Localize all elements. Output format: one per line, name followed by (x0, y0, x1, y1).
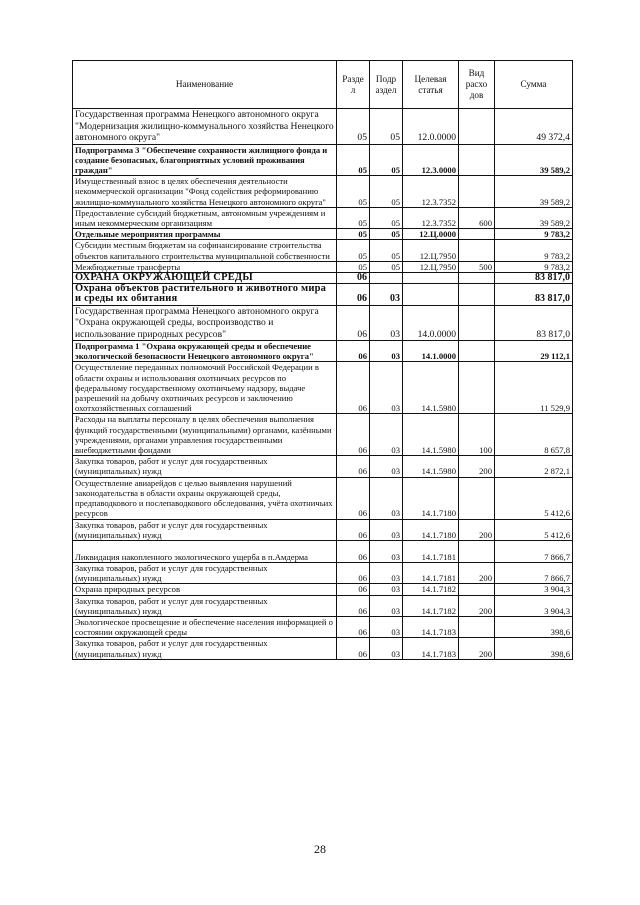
row-target: 14.1.0000 (403, 341, 459, 362)
row-name: Ликвидация накопленного экологического ущерба в п.Амдерма (73, 540, 337, 562)
row-target: 14.1.5980 (403, 456, 459, 477)
table-row (73, 240, 573, 261)
row-razdel: 06 (337, 414, 370, 456)
row-target: 14.1.7181 (403, 540, 459, 562)
table-row (73, 362, 573, 414)
row-name: Подпрограмма 1 "Охрана окружающей среды и обеспечение экологической безопасности Ненецкого автономного округа" (73, 341, 337, 362)
row-name: Осуществление авиарейдов с целью выявления нарушений законодательства в области охраны окружающей среды, предпаводкового и послепаводкового обследования, учёта охотничьих ресурсов (73, 477, 337, 519)
table-row (73, 305, 573, 341)
row-razdel: 06 (337, 562, 370, 583)
table-row (73, 456, 573, 477)
row-podrazdel: 03 (370, 414, 403, 456)
header-razdel: Разде л (337, 61, 370, 109)
row-target: 14.1.7181 (403, 562, 459, 583)
table-row (73, 414, 573, 456)
row-podrazdel: 03 (370, 477, 403, 519)
row-razdel: 06 (337, 477, 370, 519)
row-sum: 9 783,2 (495, 261, 573, 272)
header-target: Целевая статья (403, 61, 459, 109)
row-razdel: 06 (337, 456, 370, 477)
row-target: 12.3.0000 (403, 144, 459, 176)
row-sum: 83 817,0 (495, 284, 573, 305)
row-name: Охрана объектов растительного и животного мира и среды их обитания (73, 284, 337, 305)
row-sum: 9 783,2 (495, 229, 573, 240)
row-vid (459, 144, 495, 176)
row-razdel: 06 (337, 519, 370, 540)
row-podrazdel: 03 (370, 595, 403, 616)
row-podrazdel: 03 (370, 341, 403, 362)
row-sum: 3 904,3 (495, 595, 573, 616)
row-sum: 5 412,6 (495, 519, 573, 540)
row-target: 14.1.7182 (403, 595, 459, 616)
row-target: 14.1.7183 (403, 616, 459, 637)
row-target: 12.Ц.7950 (403, 240, 459, 261)
row-vid (459, 229, 495, 240)
table-row (73, 519, 573, 540)
row-sum: 39 589,2 (495, 207, 573, 228)
row-sum: 9 783,2 (495, 240, 573, 261)
row-podrazdel: 05 (370, 229, 403, 240)
row-name: Государственная программа Ненецкого автономного округа "Охрана окружающей среды, воспроизводство и использование природных ресурсов" (73, 305, 337, 341)
row-podrazdel: 05 (370, 261, 403, 272)
row-podrazdel: 05 (370, 240, 403, 261)
table-row (73, 638, 573, 659)
row-sum: 29 112,1 (495, 341, 573, 362)
row-sum: 11 529,9 (495, 362, 573, 414)
row-razdel: 05 (337, 176, 370, 208)
row-razdel: 05 (337, 109, 370, 145)
row-vid: 600 (459, 207, 495, 228)
row-podrazdel: 05 (370, 144, 403, 176)
row-name: Отдельные мероприятия программы (73, 229, 337, 240)
row-podrazdel: 05 (370, 109, 403, 145)
row-vid: 500 (459, 261, 495, 272)
table-header-row (73, 61, 573, 109)
row-podrazdel: 03 (370, 638, 403, 659)
row-podrazdel (370, 272, 403, 283)
header-sum: Сумма (495, 61, 573, 109)
row-target: 14.1.5980 (403, 414, 459, 456)
row-sum: 398,6 (495, 616, 573, 637)
row-vid (459, 284, 495, 305)
row-sum: 83 817,0 (495, 305, 573, 341)
row-name: Экологическое просвещение и обеспечение населения информацией о состоянии окружающей среды (73, 616, 337, 637)
row-razdel: 06 (337, 362, 370, 414)
row-podrazdel: 03 (370, 616, 403, 637)
row-vid (459, 540, 495, 562)
table-row (73, 144, 573, 176)
row-sum: 8 657,8 (495, 414, 573, 456)
row-target: 14.1.5980 (403, 362, 459, 414)
row-sum: 398,6 (495, 638, 573, 659)
row-podrazdel: 03 (370, 362, 403, 414)
row-vid (459, 616, 495, 637)
table-row (73, 272, 573, 283)
table-row (73, 229, 573, 240)
row-name: Охрана природных ресурсов (73, 584, 337, 595)
row-podrazdel: 03 (370, 456, 403, 477)
row-sum: 3 904,3 (495, 584, 573, 595)
row-razdel: 06 (337, 638, 370, 659)
row-target: 12.Ц.7950 (403, 261, 459, 272)
row-name: Предоставление субсидий бюджетным, автономным учреждениям и иным некоммерческим организациям (73, 207, 337, 228)
row-name: Закупка товаров, работ и услуг для государственных (муниципальных) нужд (73, 562, 337, 583)
row-razdel: 06 (337, 341, 370, 362)
row-name: Субсидии местным бюджетам на софинансирование строительства объектов капитального строительства муниципальной собственности (73, 240, 337, 261)
row-vid: 200 (459, 638, 495, 659)
row-target: 12.3.7352 (403, 176, 459, 208)
row-podrazdel: 03 (370, 562, 403, 583)
row-target: 14.1.7183 (403, 638, 459, 659)
row-podrazdel: 03 (370, 305, 403, 341)
table-row (73, 284, 573, 305)
row-razdel: 05 (337, 240, 370, 261)
table-row (73, 477, 573, 519)
row-podrazdel: 03 (370, 284, 403, 305)
row-razdel: 06 (337, 272, 370, 283)
row-razdel: 05 (337, 144, 370, 176)
header-podrazdel: Подр аздел (370, 61, 403, 109)
row-name: Закупка товаров, работ и услуг для государственных (муниципальных) нужд (73, 519, 337, 540)
row-podrazdel: 03 (370, 519, 403, 540)
row-podrazdel: 03 (370, 540, 403, 562)
row-sum: 83 817,0 (495, 272, 573, 283)
row-target (403, 272, 459, 283)
row-target: 14.0.0000 (403, 305, 459, 341)
budget-table (72, 60, 573, 660)
budget-table-sheet (72, 60, 572, 660)
row-name: Закупка товаров, работ и услуг для государственных (муниципальных) нужд (73, 638, 337, 659)
row-sum: 7 866,7 (495, 562, 573, 583)
row-vid (459, 341, 495, 362)
row-target: 12.3.7352 (403, 207, 459, 228)
row-vid: 200 (459, 519, 495, 540)
row-name: Государственная программа Ненецкого автономного округа "Модернизация жилищно-коммунального хозяйства Ненецкого автономного округа" (73, 109, 337, 145)
row-name: Подпрограмма 3 "Обеспечение сохранности жилищного фонда и создание безопасных, благоприятных условий проживания граждан" (73, 144, 337, 176)
row-razdel: 06 (337, 616, 370, 637)
table-row (73, 584, 573, 595)
row-vid (459, 109, 495, 145)
row-razdel: 05 (337, 207, 370, 228)
row-target (403, 284, 459, 305)
row-sum: 49 372,4 (495, 109, 573, 145)
row-razdel: 05 (337, 229, 370, 240)
row-razdel: 06 (337, 584, 370, 595)
row-name: Закупка товаров, работ и услуг для государственных (муниципальных) нужд (73, 456, 337, 477)
row-vid: 100 (459, 414, 495, 456)
row-razdel: 06 (337, 284, 370, 305)
table-row (73, 616, 573, 637)
table-body (73, 109, 573, 660)
row-target: 12.0.0000 (403, 109, 459, 145)
table-row (73, 341, 573, 362)
row-vid (459, 176, 495, 208)
table-row (73, 109, 573, 145)
row-target: 14.1.7180 (403, 519, 459, 540)
row-sum: 39 589,2 (495, 176, 573, 208)
table-row (73, 261, 573, 272)
row-sum: 2 872,1 (495, 456, 573, 477)
row-name: Расходы на выплаты персоналу в целях обеспечения выполнения функций государственными (муниципальными) органами, казёнными учреждениями, органами управления государственными внебюджетными фондами (73, 414, 337, 456)
row-name: ОХРАНА ОКРУЖАЮЩЕЙ СРЕДЫ (73, 272, 337, 283)
row-target: 12.Ц.0000 (403, 229, 459, 240)
row-vid (459, 240, 495, 261)
row-vid (459, 584, 495, 595)
row-razdel: 06 (337, 305, 370, 341)
row-vid (459, 362, 495, 414)
row-podrazdel: 03 (370, 584, 403, 595)
row-vid: 200 (459, 562, 495, 583)
row-vid (459, 477, 495, 519)
table-row (73, 540, 573, 562)
table-row (73, 595, 573, 616)
row-razdel: 05 (337, 261, 370, 272)
row-sum: 7 866,7 (495, 540, 573, 562)
table-row (73, 207, 573, 228)
row-sum: 5 412,6 (495, 477, 573, 519)
row-name: Межбюджетные трансферты (73, 261, 337, 272)
row-name: Имущественный взнос в целях обеспечения деятельности некоммерческой организации "Фонд содействия реформированию жилищно-коммунального хозяйства Ненецкого автономного округа" (73, 176, 337, 208)
row-name: Осуществление переданных полномочий Российской Федерации в области охраны и использования охотничьих ресурсов по федеральному государственному охотничьему надзору, выдаче разрешений на добычу охотничьих ресурсов и заключению охотхозяйственных соглашений (73, 362, 337, 414)
row-podrazdel: 05 (370, 207, 403, 228)
table-row (73, 562, 573, 583)
row-target: 14.1.7180 (403, 477, 459, 519)
header-name: Наименование (73, 61, 337, 109)
row-target: 14.1.7182 (403, 584, 459, 595)
row-vid: 200 (459, 456, 495, 477)
row-razdel: 06 (337, 595, 370, 616)
row-razdel: 06 (337, 540, 370, 562)
page-number: 28 (314, 842, 326, 856)
row-vid: 200 (459, 595, 495, 616)
row-name: Закупка товаров, работ и услуг для государственных (муниципальных) нужд (73, 595, 337, 616)
row-vid (459, 305, 495, 341)
header-vid: Вид расхо дов (459, 61, 495, 109)
row-sum: 39 589,2 (495, 144, 573, 176)
row-vid (459, 272, 495, 283)
table-row (73, 176, 573, 208)
row-podrazdel: 05 (370, 176, 403, 208)
